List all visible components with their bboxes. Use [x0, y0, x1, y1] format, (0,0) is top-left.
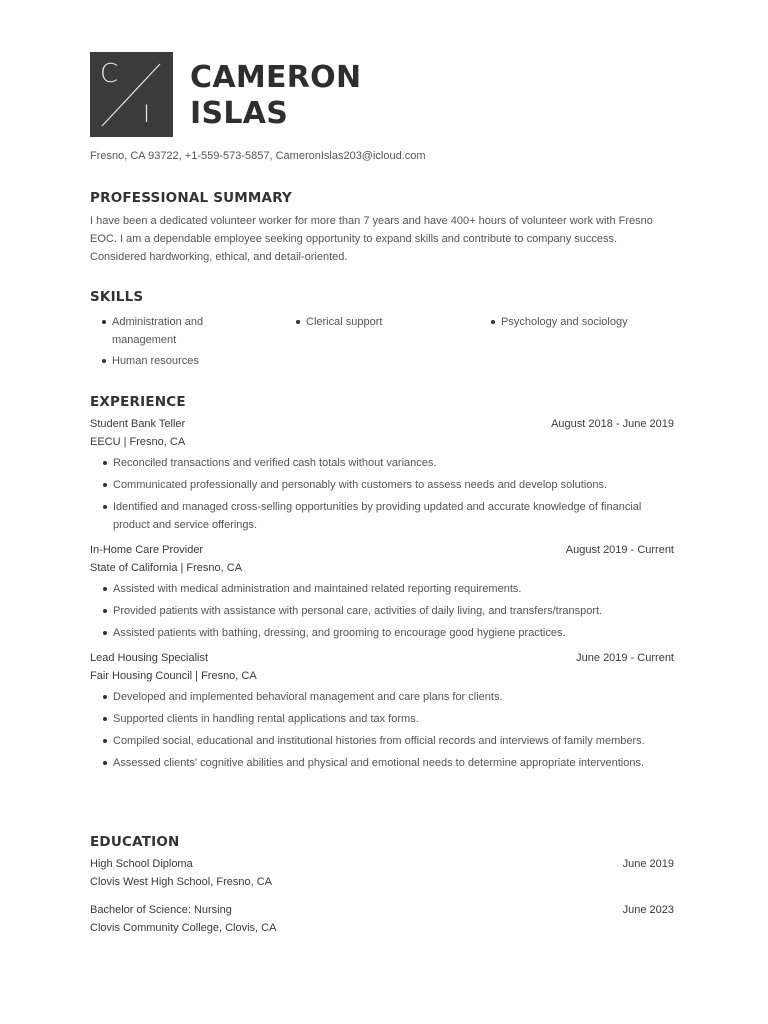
candidate-name	[190, 60, 361, 132]
job-duties	[90, 688, 674, 776]
job-organization: Fair Housing Council | Fresno, CA	[90, 670, 257, 682]
duty-item: Assessed clients' cognitive abilities and physical and emotional needs to determine appropriate interventions.	[90, 754, 674, 772]
duty-item: Provided patients with assistance with personal care, activities of daily living, and transfers/transport.	[90, 602, 674, 620]
degree: High School Diploma	[90, 858, 193, 870]
monogram-logo	[90, 52, 173, 137]
job-title: In-Home Care Provider	[90, 544, 204, 556]
skill-item: Psychology and sociology	[479, 313, 681, 331]
last-name: ISLAS	[190, 96, 289, 131]
graduation-date: June 2019	[622, 858, 674, 870]
duty-item: Communicated professionally and personably with customers to assess needs and develop solutions.	[90, 476, 674, 494]
monogram-second-initial: I	[143, 100, 151, 128]
skill-item: Human resources	[90, 352, 262, 370]
job-organization: State of California | Fresno, CA	[90, 562, 243, 574]
job-entry	[90, 652, 674, 812]
skills-heading: SKILLS	[90, 289, 144, 305]
education-entry	[90, 858, 674, 898]
duty-item: Identified and managed cross-selling opportunities by providing updated and accurate knowledge of financial product and service offerings.	[90, 498, 674, 534]
job-entry	[90, 544, 674, 644]
job-entry	[90, 418, 674, 538]
first-name: CAMERON	[190, 60, 362, 95]
job-duties	[90, 454, 674, 538]
monogram-first-initial: C	[100, 59, 119, 89]
school: Clovis Community College, Clovis, CA	[90, 922, 277, 934]
job-dates: August 2018 - June 2019	[551, 418, 674, 430]
job-duties	[90, 580, 674, 646]
contact-info: Fresno, CA 93722, +1-559-573-5857, CameronIslas203@icloud.com	[90, 150, 426, 162]
graduation-date: June 2023	[622, 904, 674, 916]
duty-item: Reconciled transactions and verified cash totals without variances.	[90, 454, 674, 472]
experience-heading: EXPERIENCE	[90, 394, 186, 410]
duty-item: Assisted with medical administration and maintained related reporting requirements.	[90, 580, 674, 598]
job-title: Student Bank Teller	[90, 418, 186, 430]
job-dates: August 2019 - Current	[565, 544, 674, 556]
skill-item: Administration and management	[90, 313, 262, 349]
education-entry	[90, 904, 674, 944]
summary-text: I have been a dedicated volunteer worker for more than 7 years and have 400+ hours of volunteer work with Fresno EOC. I am a dependable employee seeking opportunity to expand skills and contribute to company success. Considered hardworking, ethical, and detail-oriented.	[90, 215, 653, 263]
school: Clovis West High School, Fresno, CA	[90, 876, 272, 888]
job-organization: EECU | Fresno, CA	[90, 436, 186, 448]
job-title: Lead Housing Specialist	[90, 652, 209, 664]
education-heading: EDUCATION	[90, 834, 180, 850]
duty-item: Developed and implemented behavioral management and care plans for clients.	[90, 688, 674, 706]
degree: Bachelor of Science: Nursing	[90, 904, 232, 916]
duty-item: Assisted patients with bathing, dressing, and grooming to encourage good hygiene practices.	[90, 624, 674, 642]
summary-heading: PROFESSIONAL SUMMARY	[90, 190, 293, 206]
duty-item: Supported clients in handling rental applications and tax forms.	[90, 710, 674, 728]
skill-item: Clerical support	[284, 313, 456, 331]
job-dates: June 2019 - Current	[576, 652, 674, 664]
duty-item: Compiled social, educational and institutional histories from official records and interviews of family members.	[90, 732, 674, 750]
